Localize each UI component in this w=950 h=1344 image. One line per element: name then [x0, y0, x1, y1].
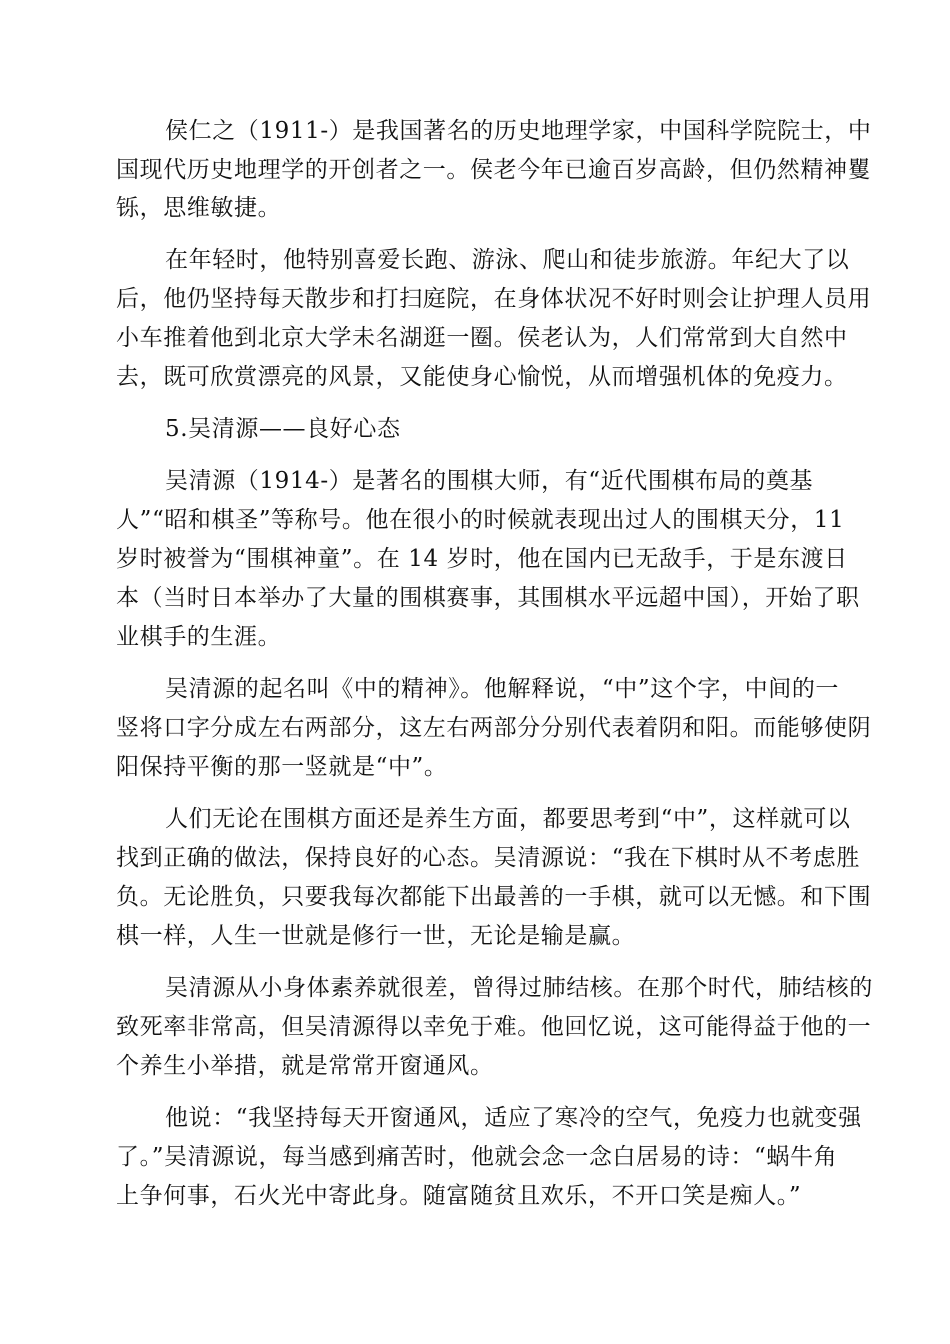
- text-line: 他说：“我坚持每天开窗通风，适应了寒冷的空气，免疫力也就变强: [165, 1105, 862, 1131]
- text-line: 竖将口字分成左右两部分，这左右两部分分别代表着阴和阳。而能够使阴: [116, 715, 872, 741]
- text-line: 棋一样，人生一世就是修行一世，无论是输是赢。: [116, 923, 636, 949]
- text-line: 找到正确的做法，保持良好的心态。吴清源说：“我在下棋时从不考虑胜: [116, 845, 860, 871]
- text-line: 阳保持平衡的那一竖就是“中”。: [116, 754, 448, 780]
- text-line: 在年轻时，他特别喜爱长跑、游泳、爬山和徒步旅游。年纪大了以: [165, 247, 850, 273]
- text-line: 致死率非常高，但吴清源得以幸免于难。他回忆说，这可能得益于他的一: [116, 1014, 872, 1040]
- text-line: 国现代历史地理学的开创者之一。侯老今年已逾百岁高龄，但仍然精神矍: [116, 157, 872, 183]
- text-line: 去，既可欣赏漂亮的风景，又能使身心愉悦，从而增强机体的免疫力。: [116, 364, 848, 390]
- text-line: 上争何事，石火光中寄此身。随富随贫且欢乐，不开口笑是痴人。”: [116, 1183, 802, 1209]
- text-line: 业棋手的生涯。: [116, 624, 282, 650]
- section-title: 5.吴清源——良好心态: [165, 416, 401, 442]
- text-line: 个养生小举措，就是常常开窗通风。: [116, 1053, 494, 1079]
- text-line: 岁时被誉为“围棋神童”。在 14 岁时，他在国内已无敌手，于是东渡日: [116, 546, 848, 572]
- text-line: 侯仁之（1911-）是我国著名的历史地理学家，中国科学院院士，中: [165, 118, 872, 144]
- text-line: 本（当时日本举办了大量的围棋赛事，其围棋水平远超中国），开始了职: [116, 585, 860, 611]
- text-line: 人”“昭和棋圣”等称号。他在很小的时候就表现出过人的围棋天分，11: [116, 507, 845, 533]
- text-line: 铄，思维敏捷。: [116, 195, 282, 221]
- text-line: 吴清源的起名叫《中的精神》。他解释说，“中”这个字，中间的一: [165, 676, 840, 702]
- text-line: 负。无论胜负，只要我每次都能下出最善的一手棋，就可以无憾。和下围: [116, 884, 872, 910]
- text-line: 吴清源从小身体素养就很差，曾得过肺结核。在那个时代，肺结核的: [165, 975, 873, 1001]
- text-line: 人们无论在围棋方面还是养生方面，都要思考到“中”，这样就可以: [165, 806, 851, 832]
- text-line: 后，他仍坚持每天散步和打扫庭院，在身体状况不好时则会让护理人员用: [116, 286, 872, 312]
- text-line: 吴清源（1914-）是著名的围棋大师，有“近代围棋布局的奠基: [165, 468, 814, 494]
- text-line: 小车推着他到北京大学未名湖逛一圈。侯老认为，人们常常到大自然中: [116, 325, 848, 351]
- text-line: 了。”吴清源说，每当感到痛苦时，他就会念一念白居易的诗：“蜗牛角: [116, 1144, 838, 1170]
